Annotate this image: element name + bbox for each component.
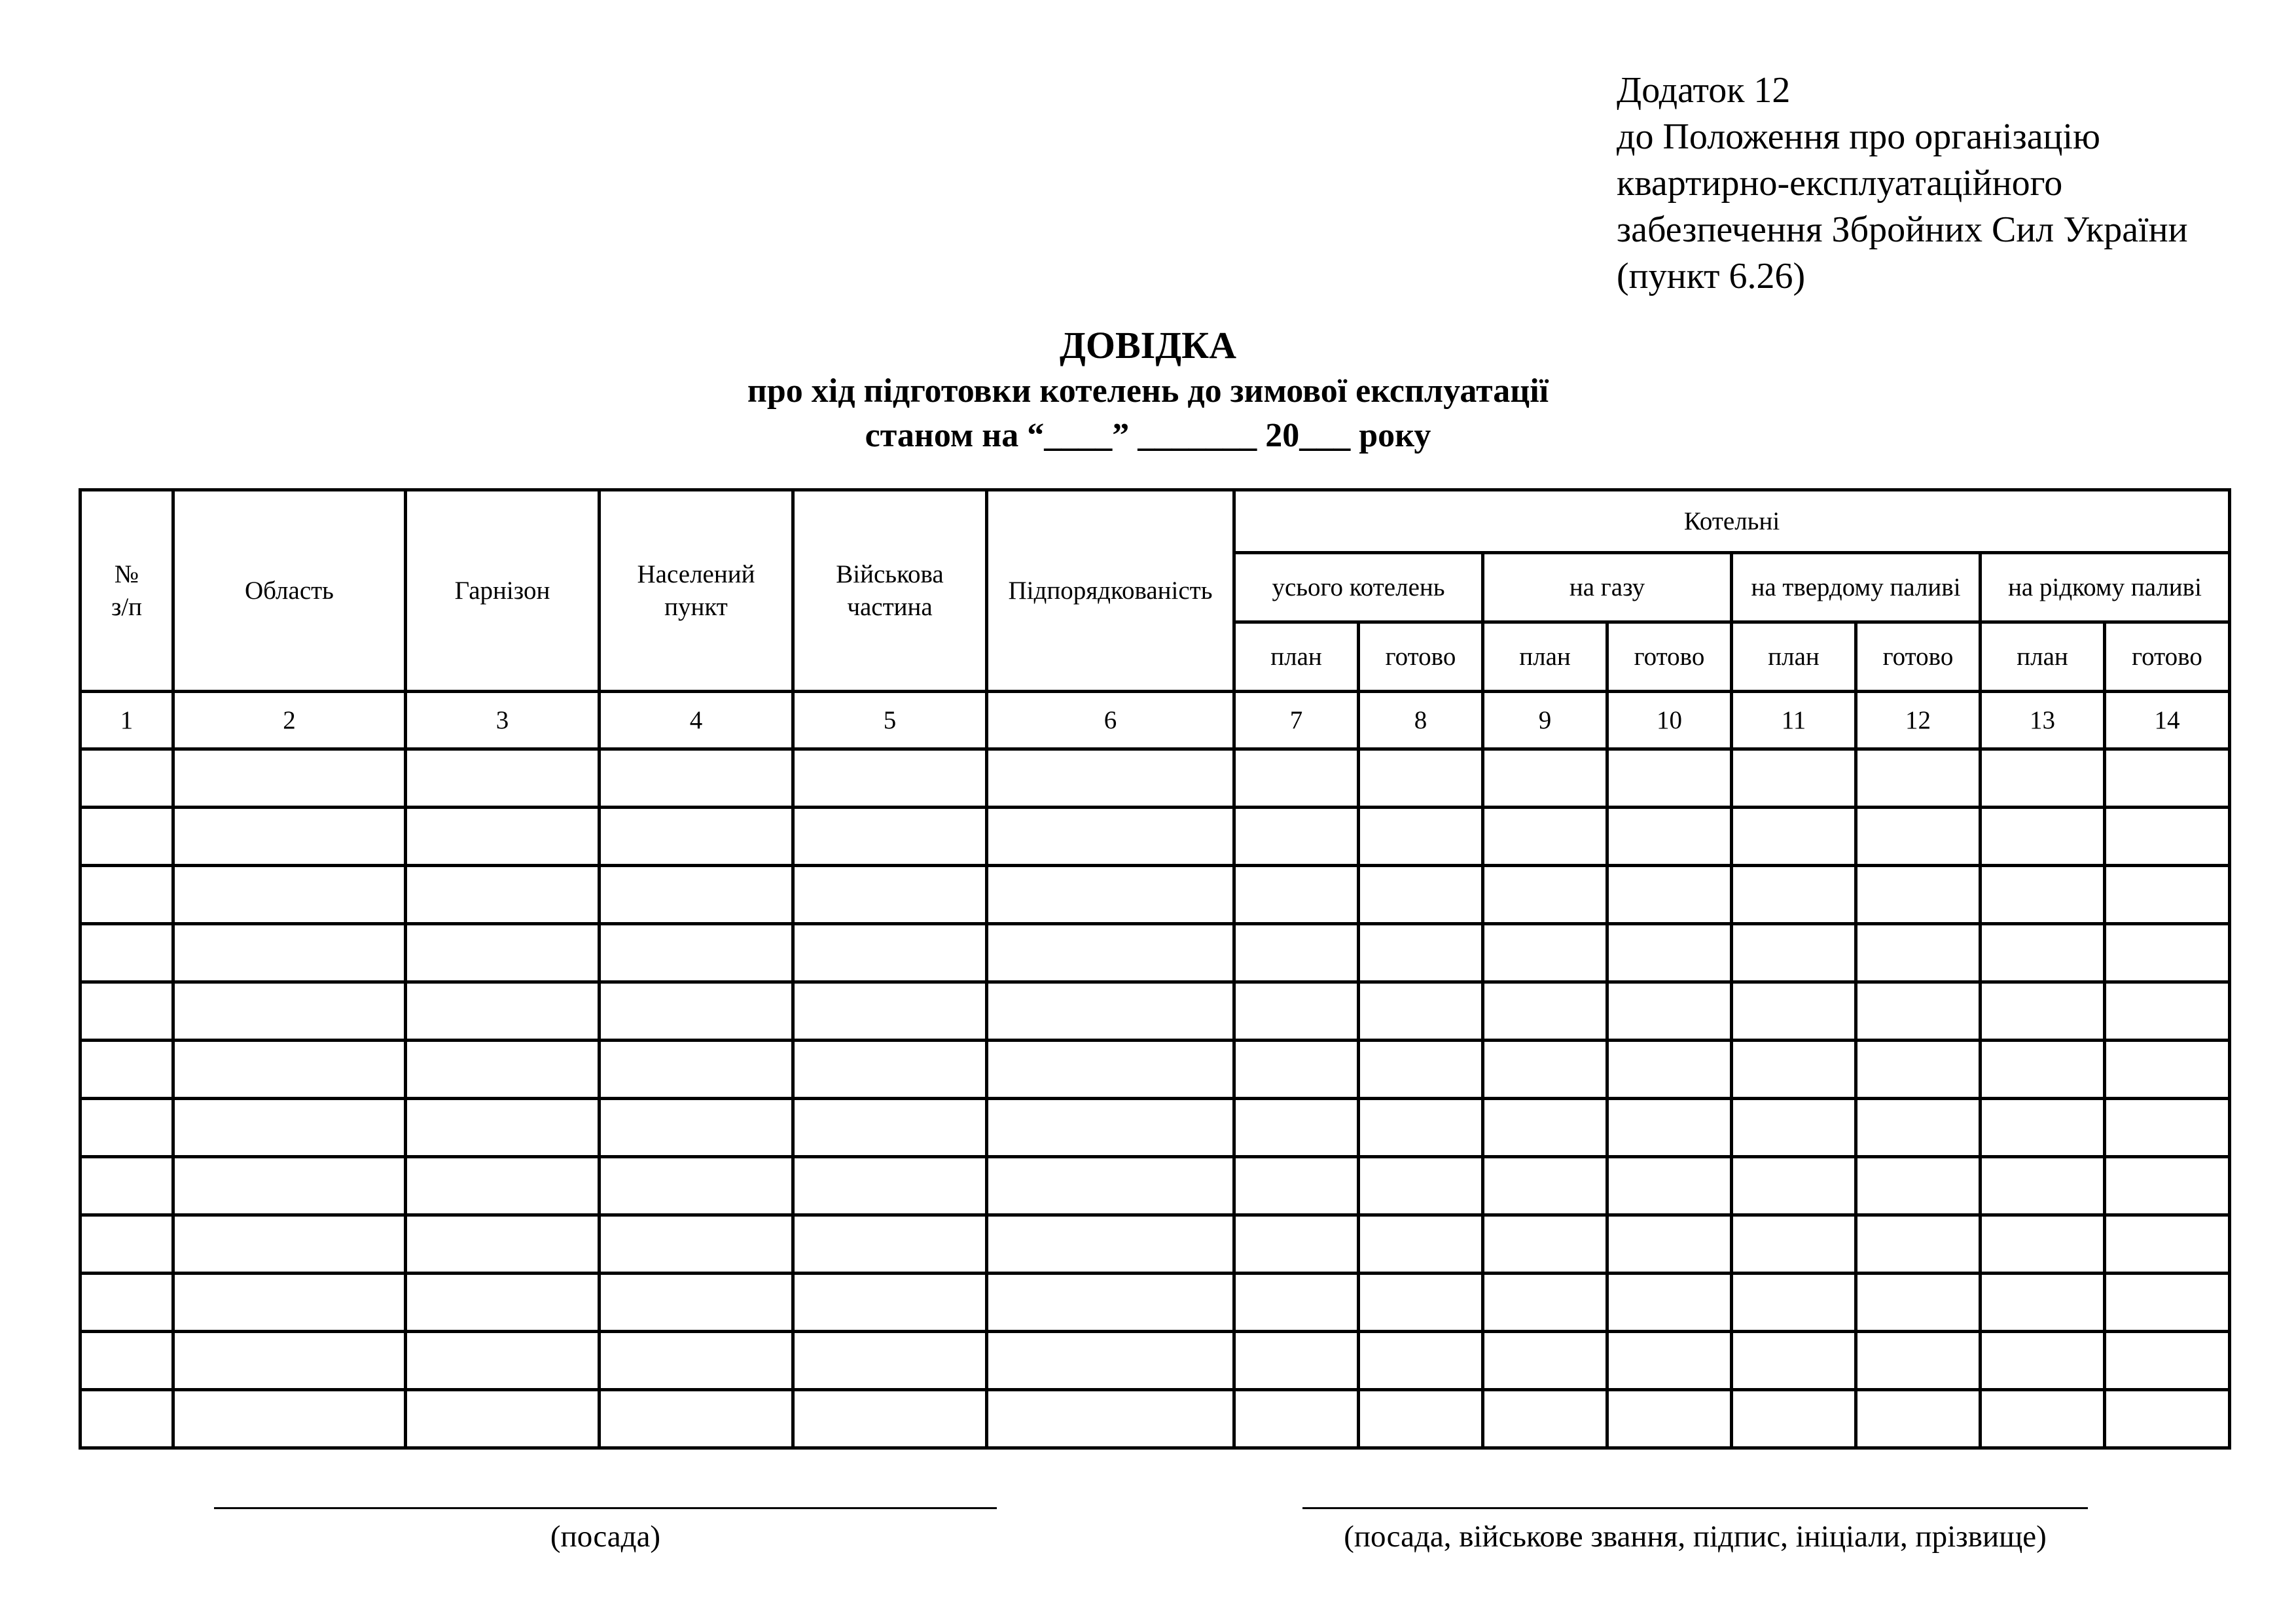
table-cell bbox=[1607, 1332, 1732, 1390]
table-row bbox=[81, 1332, 2230, 1390]
table-cell bbox=[1607, 749, 1732, 808]
table-cell bbox=[81, 1332, 173, 1390]
header-unit: Військова частина bbox=[793, 490, 987, 692]
table-cell bbox=[2105, 1274, 2230, 1332]
table-cell bbox=[1483, 1157, 1607, 1215]
table-cell bbox=[173, 866, 406, 924]
column-number: 7 bbox=[1234, 692, 1359, 749]
table-cell bbox=[793, 1332, 987, 1390]
table-row bbox=[81, 866, 2230, 924]
table-cell bbox=[81, 1157, 173, 1215]
column-number: 10 bbox=[1607, 692, 1732, 749]
table-cell bbox=[600, 1390, 793, 1448]
table-cell bbox=[793, 1041, 987, 1099]
table-cell bbox=[1732, 1157, 1856, 1215]
table-cell bbox=[406, 1332, 600, 1390]
header-group-liquid-fuel: на рідкому паливі bbox=[1981, 553, 2230, 622]
title-line-1: ДОВІДКА bbox=[1059, 324, 1237, 366]
table-cell bbox=[1607, 924, 1732, 982]
table-cell bbox=[600, 1099, 793, 1157]
table-cell bbox=[600, 982, 793, 1041]
table-cell bbox=[793, 1274, 987, 1332]
column-number: 9 bbox=[1483, 692, 1607, 749]
table-cell bbox=[1607, 808, 1732, 866]
table-cell bbox=[81, 1099, 173, 1157]
table-cell bbox=[1607, 1215, 1732, 1274]
column-number: 5 bbox=[793, 692, 987, 749]
table-cell bbox=[173, 1099, 406, 1157]
table-cell bbox=[600, 1274, 793, 1332]
table-cell bbox=[81, 1274, 173, 1332]
column-number: 3 bbox=[406, 692, 600, 749]
table-cell bbox=[1732, 808, 1856, 866]
signature-line bbox=[1302, 1507, 2088, 1509]
table-cell bbox=[1732, 1041, 1856, 1099]
table-cell bbox=[1483, 924, 1607, 982]
table-cell bbox=[1359, 1099, 1483, 1157]
table-cell bbox=[2105, 1215, 2230, 1274]
table-cell bbox=[2105, 866, 2230, 924]
column-number: 1 bbox=[81, 692, 173, 749]
table-cell bbox=[1981, 808, 2105, 866]
table-cell bbox=[1607, 1041, 1732, 1099]
table-cell bbox=[1981, 1041, 2105, 1099]
table-cell bbox=[1856, 1157, 1981, 1215]
table-cell bbox=[406, 1274, 600, 1332]
header-settlement: Населений пункт bbox=[600, 490, 793, 692]
table-cell bbox=[1234, 1157, 1359, 1215]
table-cell bbox=[2105, 1041, 2230, 1099]
table-row bbox=[81, 1215, 2230, 1274]
table-cell bbox=[987, 866, 1234, 924]
table-cell bbox=[1856, 982, 1981, 1041]
table-cell bbox=[406, 808, 600, 866]
annex-line: забезпечення Збройних Сил України bbox=[1617, 209, 2188, 250]
table-cell bbox=[1607, 1390, 1732, 1448]
table-cell bbox=[2105, 924, 2230, 982]
table-cell bbox=[600, 1157, 793, 1215]
annex-line: квартирно-експлуатаційного bbox=[1617, 163, 2063, 204]
table-cell bbox=[1981, 924, 2105, 982]
table-cell bbox=[1981, 1332, 2105, 1390]
header-garrison: Гарнізон bbox=[406, 490, 600, 692]
table-row bbox=[81, 1099, 2230, 1157]
header-boilers: Котельні bbox=[1234, 490, 2230, 553]
header-ready: готово bbox=[1607, 622, 1732, 692]
document-title bbox=[0, 322, 2296, 458]
table-cell bbox=[1856, 1332, 1981, 1390]
column-number: 13 bbox=[1981, 692, 2105, 749]
header-plan: план bbox=[1234, 622, 1359, 692]
table-cell bbox=[173, 1274, 406, 1332]
table-cell bbox=[1856, 749, 1981, 808]
table-cell bbox=[793, 749, 987, 808]
table-cell bbox=[173, 924, 406, 982]
table-row bbox=[81, 982, 2230, 1041]
table-cell bbox=[1732, 1099, 1856, 1157]
table-cell bbox=[1483, 1390, 1607, 1448]
table-cell bbox=[1856, 808, 1981, 866]
table-cell bbox=[1856, 1390, 1981, 1448]
table-cell bbox=[793, 1157, 987, 1215]
table-cell bbox=[81, 982, 173, 1041]
table-cell bbox=[600, 808, 793, 866]
table-cell bbox=[600, 749, 793, 808]
table-cell bbox=[600, 866, 793, 924]
table-cell bbox=[81, 866, 173, 924]
table-cell bbox=[81, 1041, 173, 1099]
table-body bbox=[81, 749, 2230, 1448]
table-cell bbox=[1359, 808, 1483, 866]
signature-line bbox=[214, 1507, 997, 1509]
table-cell bbox=[1981, 1274, 2105, 1332]
table-cell bbox=[1359, 1390, 1483, 1448]
table-cell bbox=[1607, 1274, 1732, 1332]
table-cell bbox=[173, 982, 406, 1041]
table-cell bbox=[1732, 924, 1856, 982]
table-cell bbox=[793, 866, 987, 924]
table-cell bbox=[1981, 1099, 2105, 1157]
table-cell bbox=[793, 982, 987, 1041]
table-cell bbox=[406, 1041, 600, 1099]
header-plan: план bbox=[1732, 622, 1856, 692]
column-number: 4 bbox=[600, 692, 793, 749]
table-cell bbox=[1483, 808, 1607, 866]
table-cell bbox=[1856, 1041, 1981, 1099]
table-cell bbox=[1234, 1332, 1359, 1390]
table-cell bbox=[406, 1390, 600, 1448]
table-cell bbox=[1234, 1215, 1359, 1274]
table-cell bbox=[1981, 866, 2105, 924]
table-cell bbox=[600, 924, 793, 982]
table-cell bbox=[2105, 1099, 2230, 1157]
table-cell bbox=[987, 1041, 1234, 1099]
table-cell bbox=[1483, 982, 1607, 1041]
table-cell bbox=[793, 924, 987, 982]
table-cell bbox=[1359, 749, 1483, 808]
title-line-2: про хід підготовки котелень до зимової експлуатації bbox=[747, 372, 1549, 410]
table-row bbox=[81, 1157, 2230, 1215]
table-cell bbox=[406, 924, 600, 982]
header-ready: готово bbox=[1359, 622, 1483, 692]
column-number: 6 bbox=[987, 692, 1234, 749]
table-row bbox=[81, 1274, 2230, 1332]
table-cell bbox=[1234, 1041, 1359, 1099]
table-cell bbox=[2105, 749, 2230, 808]
column-number: 2 bbox=[173, 692, 406, 749]
table-cell bbox=[1483, 1332, 1607, 1390]
annex-line: Додаток 12 bbox=[1617, 70, 1791, 111]
table-cell bbox=[173, 1157, 406, 1215]
table-cell bbox=[173, 1390, 406, 1448]
annex-line: до Положення про організацію bbox=[1617, 116, 2100, 157]
table-cell bbox=[1483, 866, 1607, 924]
table-cell bbox=[2105, 1390, 2230, 1448]
column-number: 12 bbox=[1856, 692, 1981, 749]
table-cell bbox=[406, 866, 600, 924]
signature-caption: (посада, військове звання, підпис, ініціали, прізвище) bbox=[1344, 1520, 2047, 1554]
table-cell bbox=[1359, 1041, 1483, 1099]
table-cell bbox=[1234, 924, 1359, 982]
boiler-report-table bbox=[79, 488, 2231, 1450]
table-cell bbox=[1856, 866, 1981, 924]
table-row bbox=[81, 924, 2230, 982]
signature-position bbox=[214, 1507, 997, 1556]
table-cell bbox=[81, 749, 173, 808]
table-cell bbox=[987, 808, 1234, 866]
table-cell bbox=[987, 924, 1234, 982]
header-group-total: усього котелень bbox=[1234, 553, 1483, 622]
table-header bbox=[81, 490, 2230, 749]
table-cell bbox=[1732, 1390, 1856, 1448]
header-ready: готово bbox=[1856, 622, 1981, 692]
column-number: 11 bbox=[1732, 692, 1856, 749]
table-cell bbox=[1856, 1274, 1981, 1332]
table-cell bbox=[1856, 1215, 1981, 1274]
table-cell bbox=[1732, 1215, 1856, 1274]
table-cell bbox=[1359, 1157, 1483, 1215]
table-cell bbox=[173, 1332, 406, 1390]
table-cell bbox=[793, 808, 987, 866]
table-cell bbox=[1234, 808, 1359, 866]
table-cell bbox=[793, 1099, 987, 1157]
table-cell bbox=[173, 1215, 406, 1274]
table-cell bbox=[1359, 1274, 1483, 1332]
table-cell bbox=[987, 1157, 1234, 1215]
table-cell bbox=[1234, 1099, 1359, 1157]
table-cell bbox=[1359, 1332, 1483, 1390]
table-cell bbox=[987, 1274, 1234, 1332]
header-ready: готово bbox=[2105, 622, 2230, 692]
table-cell bbox=[1732, 866, 1856, 924]
table-row bbox=[81, 808, 2230, 866]
table-cell bbox=[1234, 1390, 1359, 1448]
table-cell bbox=[987, 1332, 1234, 1390]
table-cell bbox=[987, 1215, 1234, 1274]
table-row bbox=[81, 1041, 2230, 1099]
header-oblast: Область bbox=[173, 490, 406, 692]
table-cell bbox=[81, 1215, 173, 1274]
table-cell bbox=[406, 749, 600, 808]
table-cell bbox=[1981, 1157, 2105, 1215]
table-row bbox=[81, 1390, 2230, 1448]
signature-caption: (посада) bbox=[550, 1520, 661, 1554]
table-cell bbox=[406, 982, 600, 1041]
table-cell bbox=[1483, 1215, 1607, 1274]
header-plan: план bbox=[1483, 622, 1607, 692]
table-cell bbox=[2105, 1157, 2230, 1215]
table-cell bbox=[1732, 749, 1856, 808]
table-cell bbox=[1607, 982, 1732, 1041]
table-cell bbox=[1483, 749, 1607, 808]
column-number: 14 bbox=[2105, 692, 2230, 749]
table-cell bbox=[1732, 1332, 1856, 1390]
table-cell bbox=[600, 1215, 793, 1274]
table-cell bbox=[1359, 1215, 1483, 1274]
header-subordination: Підпорядкованість bbox=[987, 490, 1234, 692]
table-cell bbox=[1359, 924, 1483, 982]
table-cell bbox=[1981, 1390, 2105, 1448]
table-cell bbox=[406, 1099, 600, 1157]
table-cell bbox=[1234, 1274, 1359, 1332]
table-cell bbox=[1981, 982, 2105, 1041]
header-no: № з/п bbox=[81, 490, 173, 692]
table-row bbox=[81, 749, 2230, 808]
table-cell bbox=[1856, 1099, 1981, 1157]
table-cell bbox=[1732, 1274, 1856, 1332]
title-line-3: станом на “____” _______ 20___ року bbox=[865, 417, 1431, 454]
header-plan: план bbox=[1981, 622, 2105, 692]
table-cell bbox=[1732, 982, 1856, 1041]
table-cell bbox=[1981, 1215, 2105, 1274]
table-cell bbox=[1856, 924, 1981, 982]
annex-reference bbox=[1617, 67, 2188, 300]
table-cell bbox=[1234, 749, 1359, 808]
table-cell bbox=[1359, 982, 1483, 1041]
table-cell bbox=[2105, 982, 2230, 1041]
table-cell bbox=[1607, 1099, 1732, 1157]
table-cell bbox=[81, 924, 173, 982]
table-cell bbox=[2105, 808, 2230, 866]
table-cell bbox=[600, 1332, 793, 1390]
column-number: 8 bbox=[1359, 692, 1483, 749]
table-cell bbox=[1483, 1274, 1607, 1332]
table-cell bbox=[987, 1099, 1234, 1157]
table-cell bbox=[1483, 1041, 1607, 1099]
table-cell bbox=[987, 1390, 1234, 1448]
table-cell bbox=[406, 1215, 600, 1274]
table-cell bbox=[1234, 866, 1359, 924]
table-cell bbox=[173, 808, 406, 866]
table-cell bbox=[173, 1041, 406, 1099]
table-cell bbox=[1234, 982, 1359, 1041]
table-cell bbox=[406, 1157, 600, 1215]
table-cell bbox=[2105, 1332, 2230, 1390]
table-cell bbox=[987, 749, 1234, 808]
signature-official bbox=[1302, 1507, 2088, 1556]
column-number-row bbox=[81, 692, 2230, 749]
table-cell bbox=[1607, 1157, 1732, 1215]
annex-line: (пункт 6.26) bbox=[1617, 256, 1806, 296]
header-group-gas: на газу bbox=[1483, 553, 1732, 622]
table-cell bbox=[81, 808, 173, 866]
table-cell bbox=[173, 749, 406, 808]
table-cell bbox=[600, 1041, 793, 1099]
table-cell bbox=[793, 1390, 987, 1448]
table-cell bbox=[1483, 1099, 1607, 1157]
table-cell bbox=[1981, 749, 2105, 808]
table-cell bbox=[1359, 866, 1483, 924]
table-cell bbox=[1607, 866, 1732, 924]
header-group-solid-fuel: на твердому паливі bbox=[1732, 553, 1981, 622]
table-cell bbox=[987, 982, 1234, 1041]
table-cell bbox=[793, 1215, 987, 1274]
table-cell bbox=[81, 1390, 173, 1448]
